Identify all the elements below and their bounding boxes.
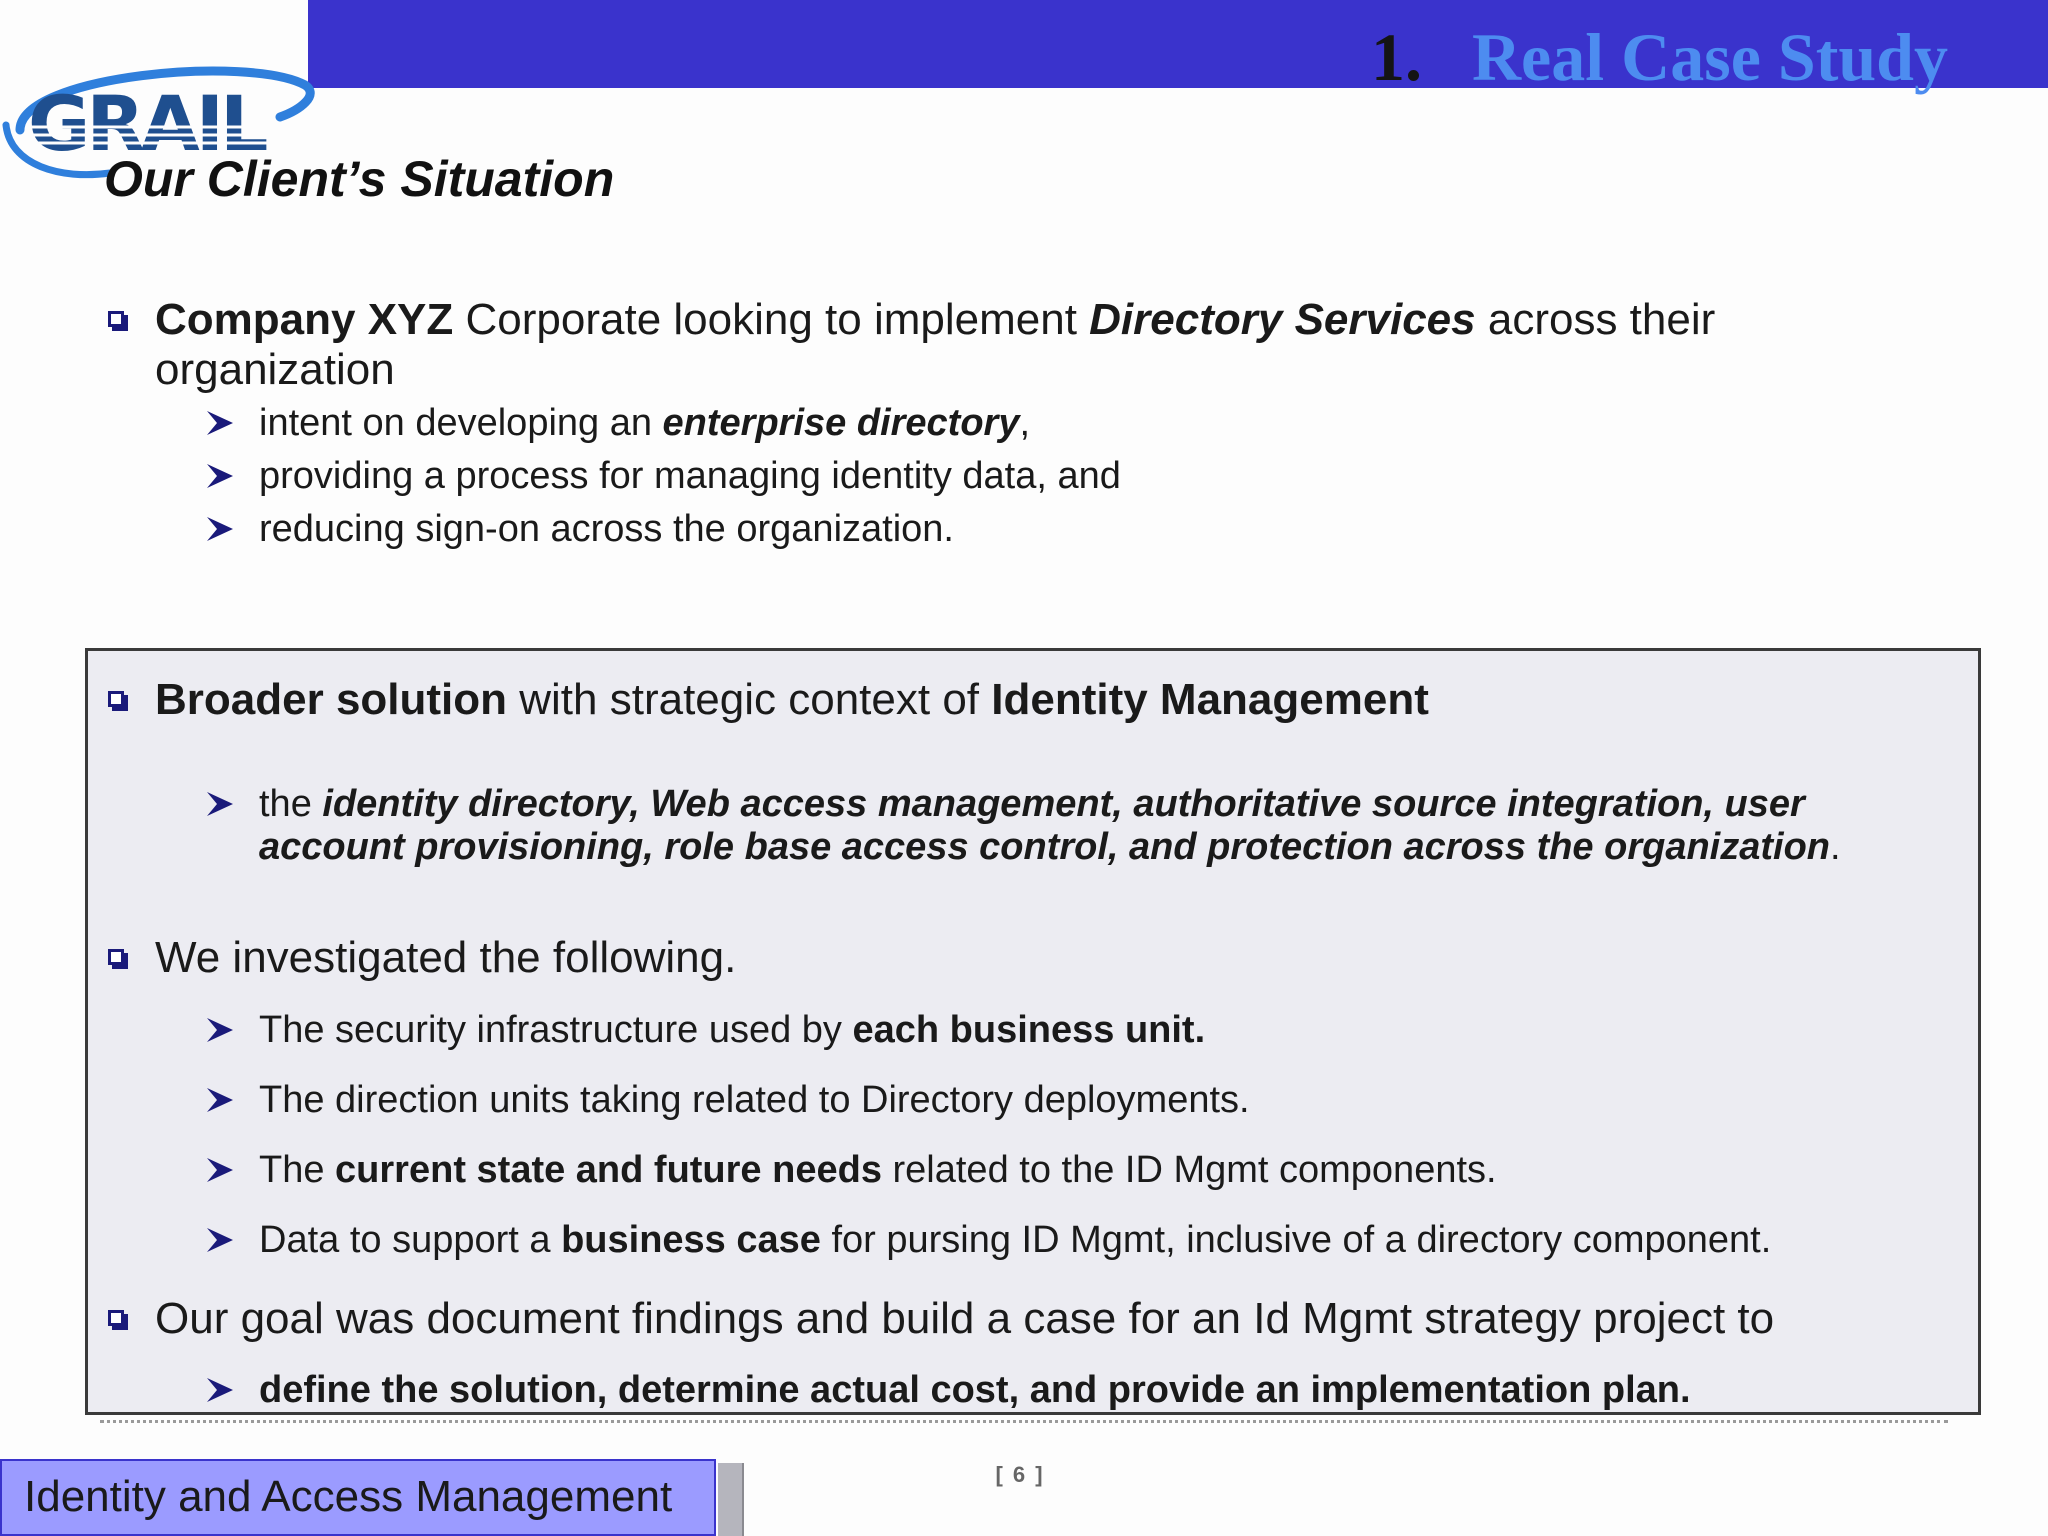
sub-bullet: Data to support a business case for pursing ID Mgmt, inclusive of a directory component. <box>205 1219 1945 1262</box>
arrow-bullet-icon <box>205 1225 235 1255</box>
sub-bullet: intent on developing an enterprise directory, <box>205 402 1945 445</box>
sub-bullet: providing a process for managing identity data, and <box>205 455 1945 498</box>
bullet-company: Company XYZ Corporate looking to implement Directory Services across their organization <box>100 295 1940 395</box>
footer-label: Identity and Access Management <box>0 1459 716 1536</box>
slide-title <box>1370 10 1948 95</box>
sub-bullet: The security infrastructure used by each business unit. <box>205 1009 1945 1052</box>
title-text: Real Case Study <box>1471 19 1948 95</box>
square-bullet-icon <box>108 1310 124 1326</box>
square-bullet-icon <box>108 311 124 327</box>
sub-bullet: the identity directory, Web access management, authoritative source integration, user account provisioning, role base access control, and protection across the organization. <box>205 783 1945 869</box>
page-number: [ 6 ] <box>995 1462 1045 1487</box>
bullet-broader-solution: Broader solution with strategic context of Identity Management <box>100 675 1940 725</box>
square-bullet-icon <box>108 691 124 707</box>
subtitle: Our Client’s Situation <box>104 151 615 207</box>
bullet-goal: Our goal was document findings and build a case for an Id Mgmt strategy project to <box>100 1294 1940 1344</box>
arrow-bullet-icon <box>205 408 235 438</box>
arrow-bullet-icon <box>205 1015 235 1045</box>
sub-bullet: define the solution, determine actual cost, and provide an implementation plan. <box>205 1369 1945 1412</box>
arrow-bullet-icon <box>205 1085 235 1115</box>
logo-text: GRAIL <box>28 79 265 168</box>
arrow-bullet-icon <box>205 1155 235 1185</box>
sub-bullet: The current state and future needs related to the ID Mgmt components. <box>205 1149 1945 1192</box>
arrow-bullet-icon <box>205 789 235 819</box>
square-bullet-icon <box>108 949 124 965</box>
bullet-investigated: We investigated the following. <box>100 933 1940 983</box>
sub-bullet: The direction units taking related to Directory deployments. <box>205 1079 1945 1122</box>
arrow-bullet-icon <box>205 514 235 544</box>
section-number: 1. <box>1370 19 1422 95</box>
sub-bullet: reducing sign-on across the organization. <box>205 508 1945 551</box>
arrow-bullet-icon <box>205 461 235 491</box>
footer-divider <box>100 1420 1948 1423</box>
arrow-bullet-icon <box>205 1375 235 1405</box>
footer-tab <box>718 1463 744 1536</box>
